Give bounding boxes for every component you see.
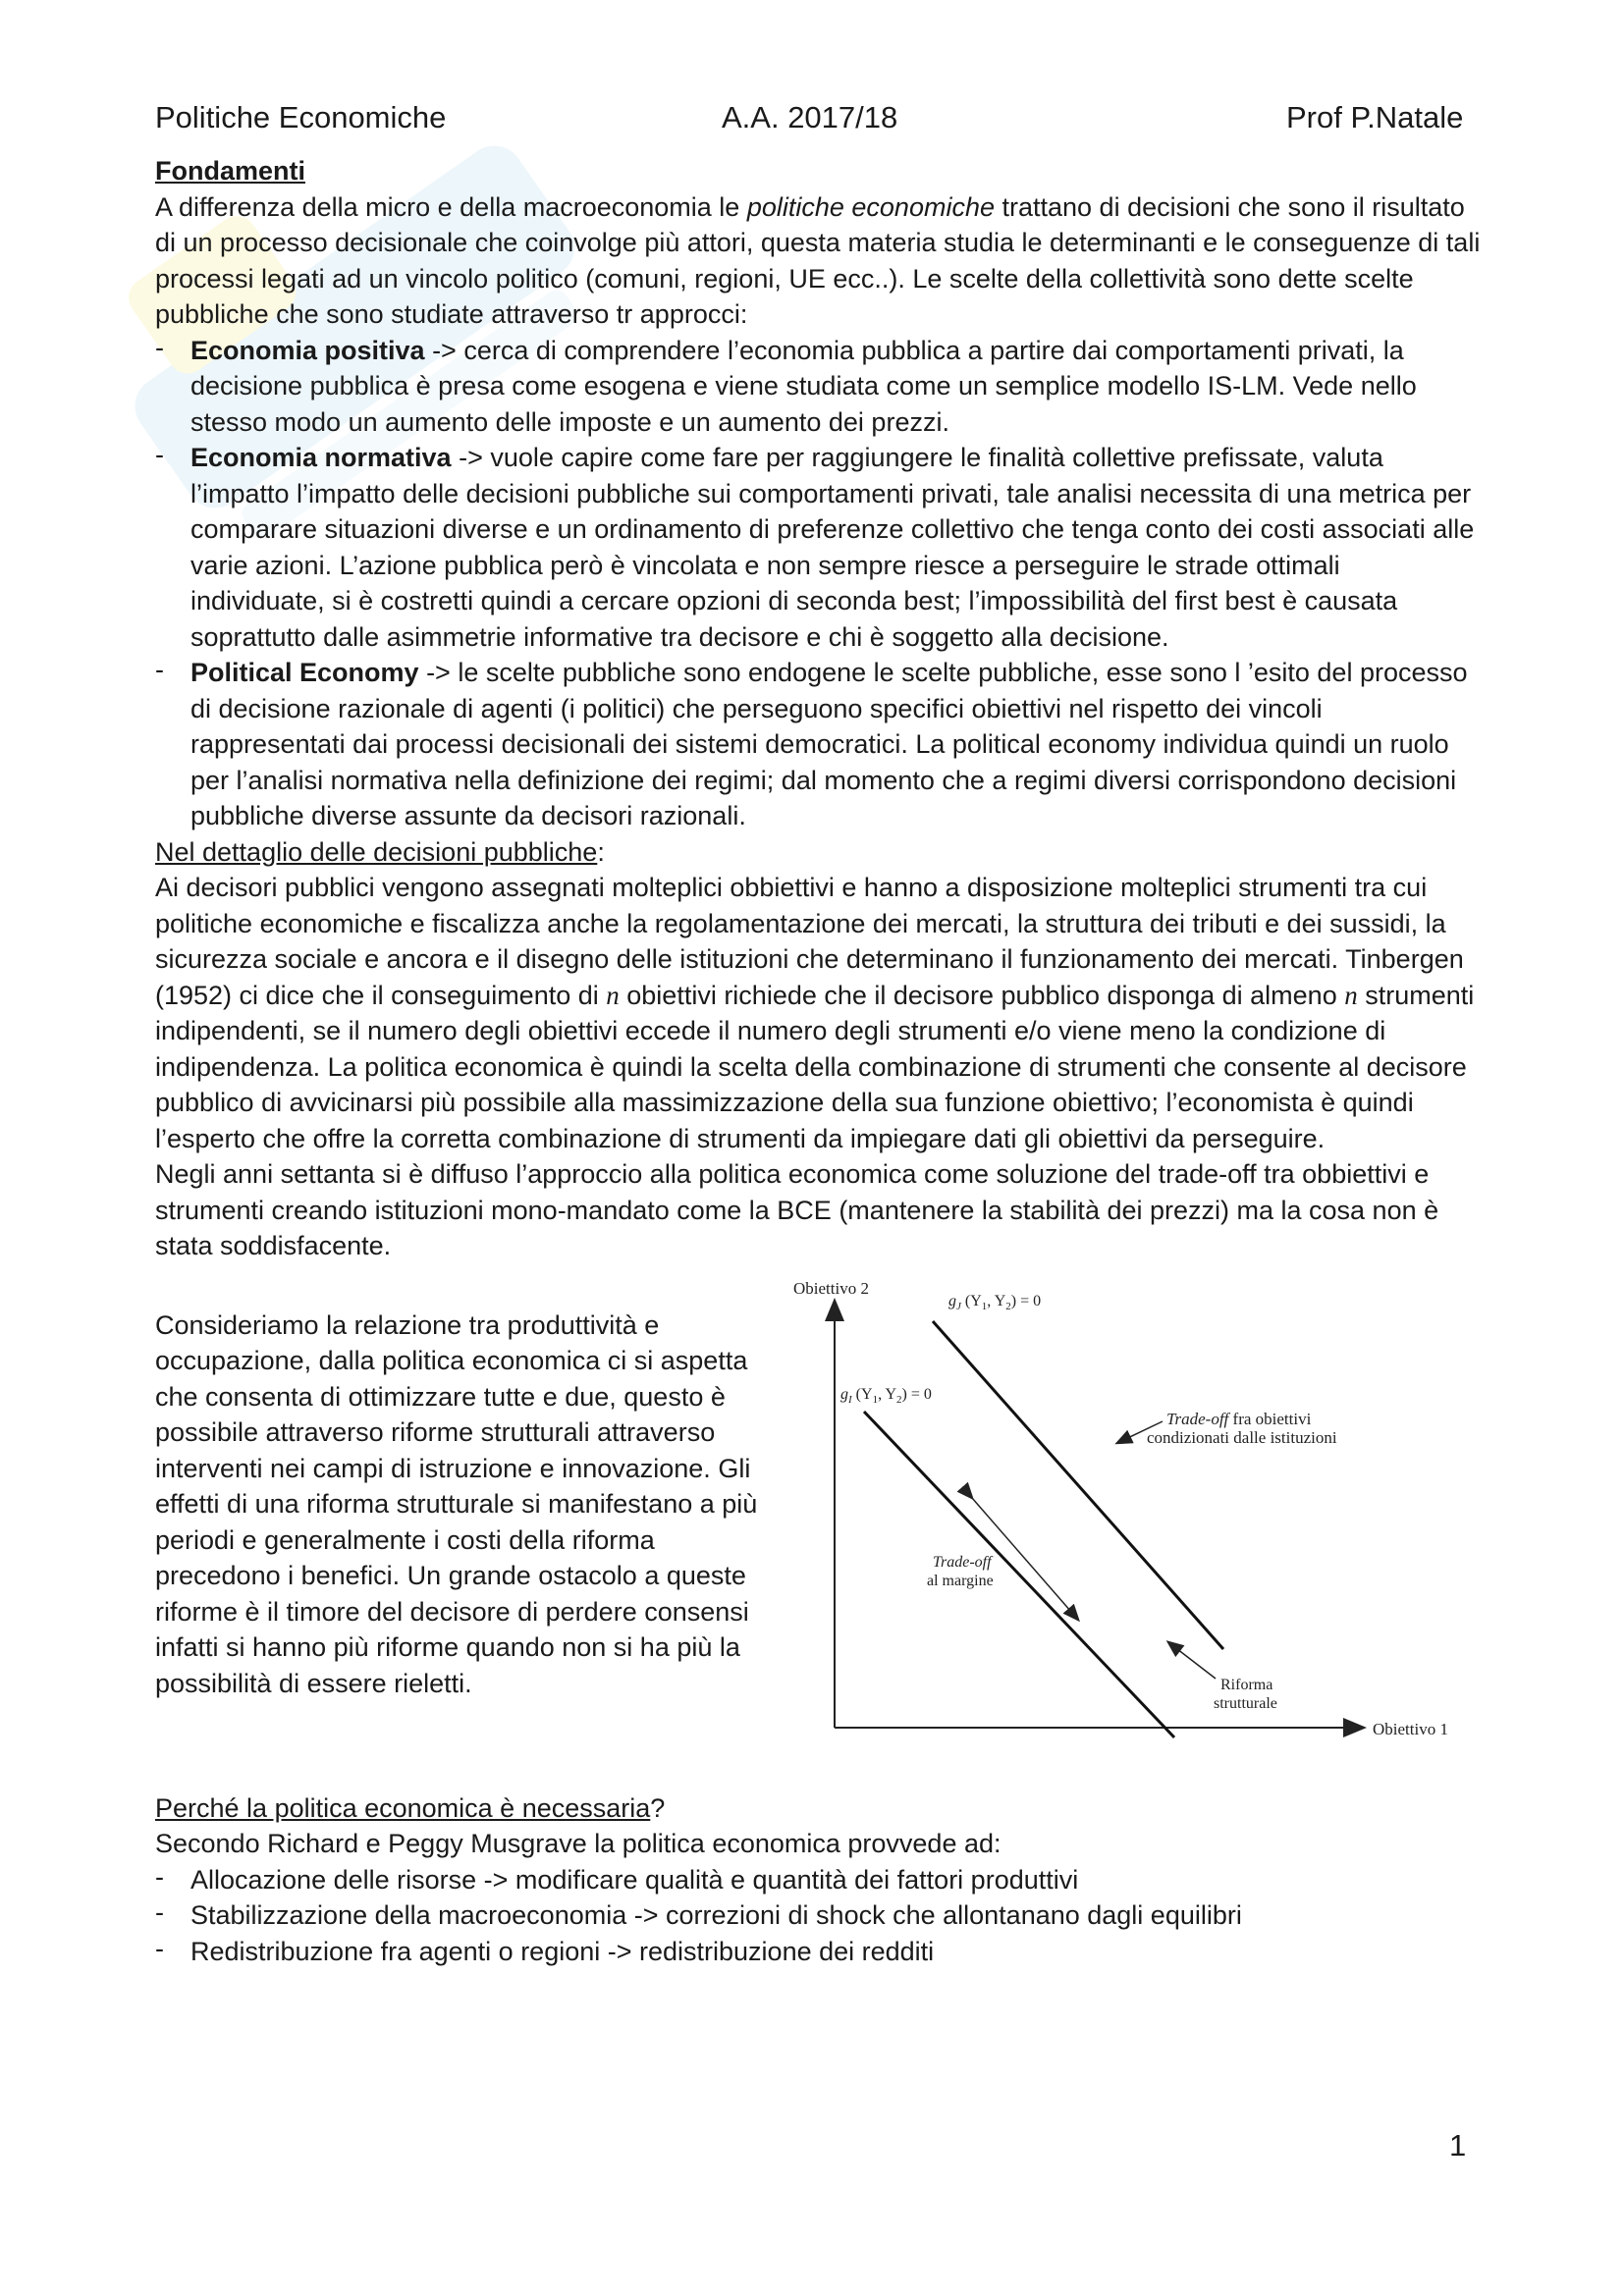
section-title-perche: Perché la politica economica è necessaria? bbox=[155, 1792, 666, 1823]
lower-constraint-line bbox=[864, 1412, 1174, 1737]
document-body bbox=[155, 153, 1481, 1969]
reform-shift-arrow bbox=[1168, 1642, 1216, 1679]
list-item: - Economia normativa -> vuole capire come fare per raggiungere le finalità collettive prefissate, valuta l’impatto l’impatto delle decisioni pubbliche sui comportamenti privati, tale analisi necessita di una metrica per comparare situazioni diverse e un ordinamento di preferenze collettivo che tenga conto dei costi associati alle varie azioni. L’azione pubblica però è vincolata e non sempre riesce a perseguire le strade ottimali individuate, si è costretti quindi a cercare opzioni di seconda best; l’impossibilità del first best è causata soprattutto dalle asimmetrie informative tra decisore e chi è soggetto alla decisione. bbox=[155, 440, 1481, 655]
list-item: - Redistribuzione fra agenti o regioni -> redistribuzione dei redditi bbox=[155, 1934, 1481, 1970]
section-title-fondamenti: Fondamenti bbox=[155, 156, 305, 186]
header-professor: Prof P.Natale bbox=[1286, 100, 1464, 134]
approaches-list bbox=[155, 333, 1481, 834]
upper-constraint-line bbox=[933, 1321, 1223, 1649]
header-course: Politiche Economiche bbox=[155, 100, 447, 134]
lower-curve-label: $g_I$ ($Y_1$, $Y_2) = 0$ bbox=[840, 1385, 932, 1406]
tinbergen-paragraph: Ai decisori pubblici vengono assegnati molteplici obbiettivi e hanno a disposizione molteplici strumenti tra cui politiche economiche e fiscalizza anche la regolamentazione dei mercati, la struttura dei tributi e dei sussidi, la sicurezza sociale e ancora e il disegno delle istituzioni che determinano il funzionamento dei mercati. Tinbergen (1952) ci dice che il conseguimento di n obiettivi richiede che il decisore pubblico disponga di almeno n strumenti indipendenti, se il numero degli obiettivi eccede il numero degli strumenti e/o viene meno la condizione di indipendenza. La politica economica è quindi la scelta della combinazione di strumenti che consente al decisore pubblico di avvicinarsi più possibile alla massimizzazione della sua funzione obiettivo; l’economista è quindi l’esperto che offre la corretta combinazione di strumenti da impiegare dati gli obiettivi da perseguire. bbox=[155, 873, 1475, 1153]
institutions-annotation-line1: Trade-off fra obiettivi bbox=[1166, 1409, 1312, 1428]
section-title-decisioni: Nel dettaglio delle decisioni pubbliche: bbox=[155, 836, 605, 867]
header-year: A.A. 2017/18 bbox=[722, 100, 898, 134]
list-item: - Political Economy -> le scelte pubbliche sono endogene le scelte pubbliche, esse sono l ’esito del processo di decisione razionale di agenti (i politici) che perseguono specifici obiettivi nel rispetto dei vincoli rappresentati dai processi decisionali dei sistemi democratici. La political economy individua quindi un ruolo per l’analisi normativa nella definizione dei regimi; dal momento che a regimi diversi corrispondono decisioni pubbliche diverse assunte da decisori razionali. bbox=[155, 655, 1481, 834]
reform-annotation-line2: strutturale bbox=[1214, 1694, 1277, 1712]
list-item: - Stabilizzazione della macroeconomia -> correzioni di shock che allontanano dagli equilibri bbox=[155, 1897, 1481, 1934]
reform-block bbox=[155, 1264, 1481, 1755]
y-axis-label: Obiettivo 2 bbox=[793, 1278, 869, 1298]
upper-curve-label: $g_J$ ($Y_1$, $Y_2) = 0$ bbox=[948, 1292, 1042, 1312]
institutions-annotation-line2: condizionati dalle istituzioni bbox=[1147, 1427, 1337, 1447]
x-axis-label: Obiettivo 1 bbox=[1373, 1719, 1448, 1738]
tradeoff-diagram bbox=[784, 1264, 1481, 1755]
musgrave-intro: Secondo Richard e Peggy Musgrave la politica economica provvede ad: bbox=[155, 1829, 1001, 1858]
settanta-paragraph: Negli anni settanta si è diffuso l’approccio alla politica economica come soluzione del trade-off tra obbiettivi e strumenti creando istituzioni mono-mandato come la BCE (mantenere la stabilità dei prezzi) ma la cosa non è stata soddisfacente. bbox=[155, 1159, 1439, 1260]
functions-list bbox=[155, 1862, 1481, 1970]
margin-annotation-line2: al margine bbox=[927, 1572, 994, 1589]
tradeoff-figure bbox=[784, 1264, 1481, 1755]
page-number: 1 bbox=[1449, 2128, 1467, 2163]
reform-annotation-line1: Riforma bbox=[1220, 1676, 1273, 1693]
list-item: - Allocazione delle risorse -> modificare qualità e quantità dei fattori produttivi bbox=[155, 1862, 1481, 1898]
intro-paragraph: A differenza della micro e della macroeconomia le politiche economiche trattano di decisioni che sono il risultato di un processo decisionale che coinvolge più attori, questa materia studia le determinanti e le conseguenze di tali processi legati ad un vincolo politico (comuni, regioni, UE ecc..). Le scelte della collettività sono dette scelte pubbliche che sono studiate attraverso tr approcci: bbox=[155, 191, 1481, 329]
reform-paragraph: Consideriamo la relazione tra produttività e occupazione, dalla politica economica ci si aspetta che consenta di ottimizzare tutte e due, questo è possibile attraverso riforme strutturali attraverso interventi nei campi di istruzione e innovazione. Gli effetti di una riforma strutturale si manifestano a più periodi e generalmente i costi della riforma precedono i benefici. Un grande ostacolo a queste riforme è il timore del decisore di perdere consensi infatti si hanno più riforme quando non si ha più la possibilità di essere rieletti. bbox=[155, 1309, 758, 1698]
margin-annotation-line1: Trade-off bbox=[933, 1553, 992, 1571]
list-item: - Economia positiva -> cerca di comprendere l’economia pubblica a partire dai comportamenti privati, la decisione pubblica è presa come esogena e viene studiata come un semplice modello IS-LM. Vede nello stesso modo un aumento delle imposte e un aumento dei prezzi. bbox=[155, 333, 1481, 441]
